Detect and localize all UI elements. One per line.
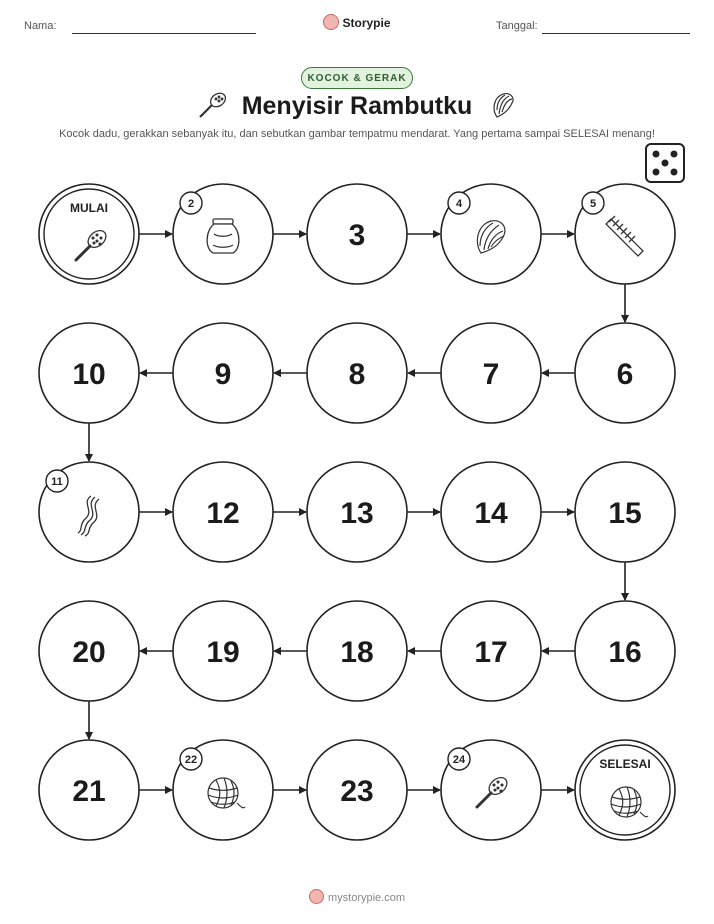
space-label: SELESAI (599, 757, 651, 771)
board-space (441, 601, 541, 701)
board-space (307, 323, 407, 423)
board-space (307, 462, 407, 562)
space-number: 2 (187, 198, 195, 210)
space-number: 8 (348, 358, 366, 391)
board-space (441, 740, 541, 840)
board-space (575, 323, 675, 423)
space-number: 10 (72, 358, 106, 391)
instructions: Kocok dadu, gerakkan sebanyak itu, dan sebutkan gambar tempatmu mendarat. Yang pertama sampai SELESAI menang! (59, 128, 655, 140)
space-number: 18 (340, 636, 374, 669)
board-space (307, 601, 407, 701)
space-number: 23 (340, 775, 374, 808)
space-number: 4 (455, 198, 463, 210)
board-space (39, 601, 139, 701)
board-space (173, 323, 273, 423)
brand-name: Storypie (342, 16, 391, 30)
board-space (39, 323, 139, 423)
board-space (173, 740, 273, 840)
space-number: 6 (616, 358, 634, 391)
space-number: 5 (589, 198, 597, 210)
space-number: 13 (340, 497, 374, 530)
board-space (441, 462, 541, 562)
board-space (575, 601, 675, 701)
space-number: 7 (482, 358, 500, 391)
board-space (441, 184, 541, 284)
footer (0, 889, 714, 904)
space-label: MULAI (70, 201, 108, 215)
board-space (39, 740, 139, 840)
space-number: 14 (474, 497, 508, 530)
board-space (441, 323, 541, 423)
space-number: 17 (474, 636, 508, 669)
activity-badge: KOCOK & GERAK (301, 67, 413, 89)
date-label: Tanggal: (496, 20, 538, 32)
space-circle (39, 184, 139, 284)
board-space (307, 184, 407, 284)
space-number: 12 (206, 497, 240, 530)
space-number: 11 (51, 476, 63, 488)
space-number: 16 (608, 636, 642, 669)
board-space (173, 462, 273, 562)
board-space (575, 184, 675, 284)
space-number: 24 (452, 754, 466, 766)
board-space (307, 740, 407, 840)
space-number: 19 (206, 636, 240, 669)
board-space (575, 462, 675, 562)
finish-space (575, 740, 675, 840)
start-space (39, 184, 139, 284)
space-number: 21 (72, 775, 106, 808)
page-title: Menyisir Rambutku (241, 92, 473, 120)
space-number: 15 (608, 497, 642, 530)
space-number: 3 (348, 219, 366, 252)
board-space (173, 601, 273, 701)
space-number: 20 (72, 636, 106, 669)
footer-url: mystorypie.com (327, 892, 406, 904)
board-space (39, 462, 139, 562)
board-space (173, 184, 273, 284)
space-number: 9 (214, 358, 232, 391)
storypie-footer-logo-icon (309, 889, 324, 904)
space-number: 22 (184, 754, 198, 766)
name-label: Nama: (24, 20, 57, 32)
